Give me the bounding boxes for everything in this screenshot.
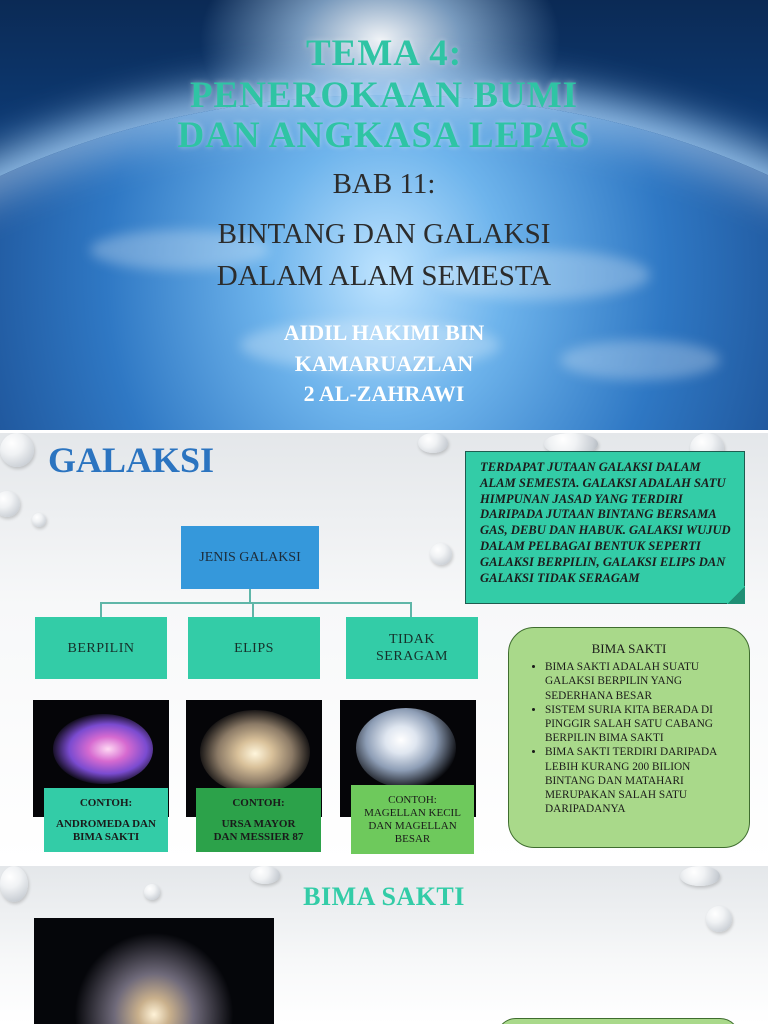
galaxy-definition-note xyxy=(465,451,745,604)
author-name-line-1: AIDIL HAKIMI BIN xyxy=(283,320,485,345)
info-box xyxy=(496,1018,740,1024)
example-line: BIMA SAKTI xyxy=(72,830,140,843)
galaxy-types-root-box xyxy=(181,526,319,589)
type-box-spiral xyxy=(35,617,167,679)
connector-line xyxy=(252,602,254,617)
water-drop-decoration xyxy=(0,491,20,517)
water-drop-decoration xyxy=(418,433,448,453)
note-text: TERDAPAT JUTAAN GALAKSI DALAM ALAM SEMESTA. GALAKSI ADALAH SATU HIMPUNAN JASAD YANG TERDIRI DARIPADA JUTAAN BINTANG BERSAMA GAS, DEBU DAN HABUK. GALAKSI WUJUD DALAM PELBAGAI BENTUK SEPERTI GALAKSI BERPILIN, GALAKSI ELIPS DAN GALAKSI TIDAK SERAGAM xyxy=(480,460,731,585)
type-label: BERPILIN xyxy=(67,640,135,656)
galaxy-slide xyxy=(0,433,768,863)
theme-title-line-1: TEMA 4: xyxy=(305,33,463,74)
example-line: DAN MAGELLAN xyxy=(368,819,457,832)
water-drop-decoration xyxy=(32,513,46,527)
example-line: DAN MESSIER 87 xyxy=(213,830,304,843)
author-class: 2 AL-ZAHRAWI xyxy=(303,381,465,406)
example-line: URSA MAYOR xyxy=(221,817,296,830)
connector-line xyxy=(100,602,411,604)
example-line: CONTOH: xyxy=(79,796,133,809)
example-line: BESAR xyxy=(394,832,431,845)
type-label: ELIPS xyxy=(234,640,274,656)
example-line: CONTOH: xyxy=(388,793,437,806)
author-name-line-2: KAMARUAZLAN xyxy=(294,351,474,376)
type-label-line-1: TIDAK xyxy=(388,632,436,647)
milky-way-slide xyxy=(0,866,768,1024)
info-bullet: • BIMA SAKTI ADALAH SUATU GALAKSI BERPILIN YANG SEDERHANA BESAR xyxy=(545,660,735,703)
type-box-elliptical xyxy=(188,617,320,679)
slide-heading: GALAKSI xyxy=(48,440,215,480)
example-line: CONTOH: xyxy=(232,796,285,809)
example-box-elliptical xyxy=(196,788,321,852)
type-box-irregular xyxy=(346,617,478,679)
water-drop-decoration xyxy=(430,543,452,565)
note-folded-corner xyxy=(727,586,745,604)
water-drop-decoration xyxy=(0,433,34,467)
slide-heading: BIMA SAKTI xyxy=(303,882,465,911)
example-box-spiral xyxy=(44,788,168,852)
title-slide xyxy=(0,0,768,430)
info-bullet: • SISTEM SURIA KITA BERADA DI PINGGIR SALAH SATU CABANG BERPILIN BIMA SAKTI xyxy=(545,703,735,746)
info-bullet: • BIMA SAKTI TERDIRI DARIPADA LEBIH KURANG 200 BILION BINTANG DAN MATAHARI MERUPAKAN SALAH SATU DARIPADANYA xyxy=(545,745,735,816)
info-box-heading: BIMA SAKTI xyxy=(591,641,667,656)
type-label-line-2: SERAGAM xyxy=(376,649,448,664)
chapter-title-line-1: BINTANG DAN GALAKSI xyxy=(217,218,551,250)
milky-way-info-box xyxy=(508,627,750,848)
chapter-label: BAB 11: xyxy=(332,168,436,200)
connector-line xyxy=(410,602,412,617)
connector-line xyxy=(100,602,102,617)
example-line: MAGELLAN KECIL xyxy=(364,806,461,819)
example-box-irregular xyxy=(351,785,474,854)
connector-line xyxy=(249,589,251,603)
milky-way-image xyxy=(34,918,274,1024)
theme-title-line-3: DAN ANGKASA LEPAS xyxy=(177,115,591,156)
example-line: ANDROMEDA DAN xyxy=(56,817,156,830)
root-box-label: JENIS GALAKSI xyxy=(199,549,301,565)
info-box-list xyxy=(523,660,735,816)
theme-title-line-2: PENEROKAAN BUMI xyxy=(189,75,579,116)
chapter-title-line-2: DALAM ALAM SEMESTA xyxy=(216,260,552,292)
